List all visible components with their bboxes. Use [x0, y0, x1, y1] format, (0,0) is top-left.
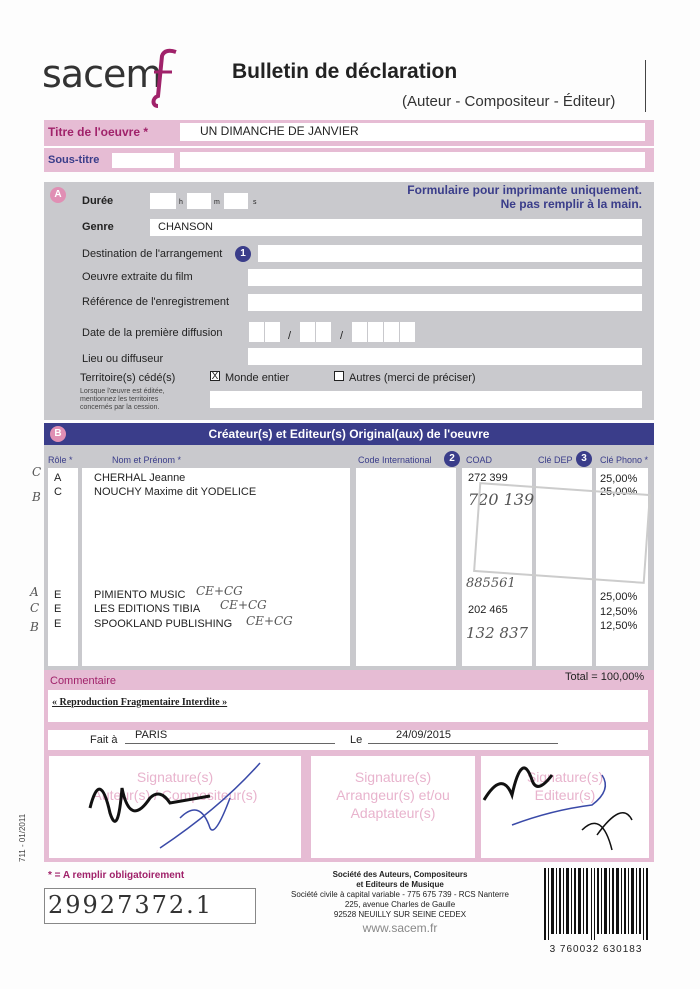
- duree-s-unit: s: [253, 199, 257, 206]
- date-day-2[interactable]: [265, 322, 280, 342]
- row-handwritten-note: CE+CG: [246, 614, 293, 628]
- destination-label: Destination de l'arrangement: [82, 248, 223, 260]
- website-link[interactable]: www.sacem.fr: [362, 921, 438, 935]
- row-name: NOUCHY Maxime dit YODELICE: [94, 486, 257, 498]
- row-role: E: [54, 603, 62, 615]
- date-year-3[interactable]: [384, 322, 399, 342]
- row-coad: 132 837: [466, 624, 529, 642]
- reception-stamp: [473, 482, 651, 584]
- date-year-1[interactable]: [352, 322, 367, 342]
- territory-details-input[interactable]: [210, 391, 642, 408]
- date-month-1[interactable]: [300, 322, 315, 342]
- world-label: Monde entier: [225, 372, 290, 384]
- film-input[interactable]: [248, 269, 642, 286]
- form-code: 711 - 01/2011: [18, 813, 27, 862]
- subtitle-label: Sous-titre: [48, 154, 100, 166]
- row-phono: 12,50%: [600, 620, 638, 632]
- total-value: Total = 100,00%: [565, 671, 645, 683]
- margin-mark: B: [30, 620, 39, 634]
- row-phono: 25,00%: [600, 473, 638, 485]
- first-broadcast-label: Date de la première diffusion: [82, 327, 223, 339]
- genre-label: Genre: [82, 221, 114, 233]
- genre-input[interactable]: [150, 219, 642, 236]
- duree-h-unit: h: [179, 199, 183, 206]
- subtitle-input[interactable]: [180, 152, 645, 168]
- sacem-logo: sacem: [42, 52, 162, 96]
- form-title: Bulletin de déclaration: [232, 60, 458, 83]
- other-checkbox[interactable]: [334, 371, 344, 381]
- barcode-icon: [544, 868, 648, 940]
- row-role: E: [54, 618, 62, 630]
- publisher-signature-label: Signature(s) Editeur(s): [526, 769, 604, 803]
- row-coad: 272 399: [468, 472, 508, 484]
- row-coad: 720 139: [468, 490, 535, 509]
- title-value: UN DIMANCHE DE JANVIER: [200, 124, 359, 138]
- cle-dep-badge: 3: [576, 451, 592, 467]
- recording-ref-label: Référence de l'enregistrement: [82, 296, 230, 308]
- row-role: C: [54, 486, 62, 498]
- venue-input[interactable]: [248, 348, 642, 365]
- title-label: Titre de l'oeuvre *: [48, 125, 149, 139]
- other-label: Autres (merci de préciser): [349, 372, 476, 384]
- date-sep-2: /: [340, 330, 344, 342]
- row-name: CHERHAL Jeanne: [94, 472, 186, 484]
- sacem-logo-mark-icon: [148, 48, 178, 110]
- organisation-info: Société des Auteurs, Compositeurs et Editeurs de Musique Société civile à capital variable - 775 675 739 - RCS Nanterre 225, avenue Charles de Gaulle 92528 NEUILLY SUR SEINE CEDEX: [291, 870, 509, 919]
- date-sep-1: /: [288, 330, 292, 342]
- fait-label: Fait à: [90, 734, 118, 746]
- destination-badge: 1: [235, 246, 251, 262]
- cle-dep-header: Clé DEP: [538, 455, 573, 465]
- destination-input[interactable]: [258, 245, 642, 262]
- duree-seconds-input[interactable]: [224, 193, 248, 209]
- margin-mark: A: [30, 585, 39, 599]
- section-b-badge: B: [50, 426, 66, 442]
- margin-mark: C: [32, 465, 42, 479]
- le-value: 24/09/2015: [396, 729, 452, 741]
- territory-note: Lorsque l'œuvre est éditée, mentionnez les territoires concernés par la cession.: [80, 388, 165, 411]
- fait-underline: [125, 743, 335, 744]
- code-column[interactable]: [356, 468, 456, 666]
- code-badge: 2: [444, 451, 460, 467]
- duree-minutes-input[interactable]: [187, 193, 211, 209]
- territory-label: Territoire(s) cédé(s): [80, 372, 176, 384]
- row-coad: 885561: [466, 576, 516, 591]
- author-signature-label: Signature(s) Auteur(s) / Compositeur(s): [92, 769, 258, 803]
- row-name: PIMIENTO MUSIC: [94, 589, 186, 601]
- role-header: Rôle *: [48, 455, 73, 465]
- comment-value: « Reproduction Fragmentaire Interdite »: [52, 697, 228, 708]
- form-subtitle: (Auteur - Compositeur - Éditeur): [402, 93, 616, 110]
- code-header: Code International: [358, 455, 432, 465]
- author-signature-scribble-icon: [60, 758, 300, 858]
- row-role: E: [54, 589, 62, 601]
- le-label: Le: [350, 734, 363, 746]
- duree-label: Durée: [82, 195, 114, 207]
- printer-only-notice: Formulaire pour imprimante uniquement. Ne pas remplir à la main.: [407, 183, 642, 211]
- row-name: SPOOKLAND PUBLISHING: [94, 618, 233, 630]
- duree-m-unit: m: [214, 199, 220, 206]
- cle-phono-header: Clé Phono *: [600, 455, 649, 465]
- row-phono: 25,00%: [600, 591, 638, 603]
- duree-hours-input[interactable]: [150, 193, 176, 209]
- section-a-badge: A: [50, 187, 66, 203]
- row-role: A: [54, 472, 62, 484]
- role-column[interactable]: [48, 468, 78, 666]
- row-name: LES EDITIONS TIBIA: [94, 603, 201, 615]
- barcode-number: 3 760032 630183: [549, 944, 643, 955]
- name-header: Nom et Prénom *: [112, 455, 182, 465]
- date-year-2[interactable]: [368, 322, 383, 342]
- arranger-signature-label: Signature(s) Arrangeur(s) et/ou Adaptateur(s): [336, 769, 450, 821]
- row-coad: 202 465: [468, 604, 508, 616]
- recording-ref-input[interactable]: [248, 294, 642, 311]
- row-phono: 25,00%: [600, 486, 638, 498]
- row-handwritten-note: CE+CG: [196, 584, 243, 598]
- margin-mark: B: [32, 490, 41, 504]
- margin-mark: C: [30, 601, 40, 615]
- row-handwritten-note: CE+CG: [220, 598, 267, 612]
- date-day-1[interactable]: [249, 322, 264, 342]
- mandatory-note: * = A remplir obligatoirement: [48, 870, 185, 881]
- fait-value: PARIS: [135, 729, 168, 741]
- section-b-title: Créateur(s) et Editeur(s) Original(aux) de l'oeuvre: [208, 427, 490, 441]
- coad-header: COAD: [466, 455, 493, 465]
- comment-label: Commentaire: [50, 675, 117, 687]
- genre-value: CHANSON: [158, 221, 214, 233]
- venue-label: Lieu ou diffuseur: [82, 353, 164, 365]
- row-phono: 12,50%: [600, 606, 638, 618]
- world-checkbox[interactable]: X: [211, 371, 219, 382]
- publisher-signature-scribble-icon: [482, 740, 652, 860]
- handwritten-reference-number: 29927372.1: [48, 891, 214, 919]
- film-label: Oeuvre extraite du film: [82, 271, 193, 283]
- date-year-4[interactable]: [400, 322, 415, 342]
- header-divider: [645, 60, 646, 112]
- subtitle-prefix-input[interactable]: [112, 153, 174, 168]
- date-month-2[interactable]: [316, 322, 331, 342]
